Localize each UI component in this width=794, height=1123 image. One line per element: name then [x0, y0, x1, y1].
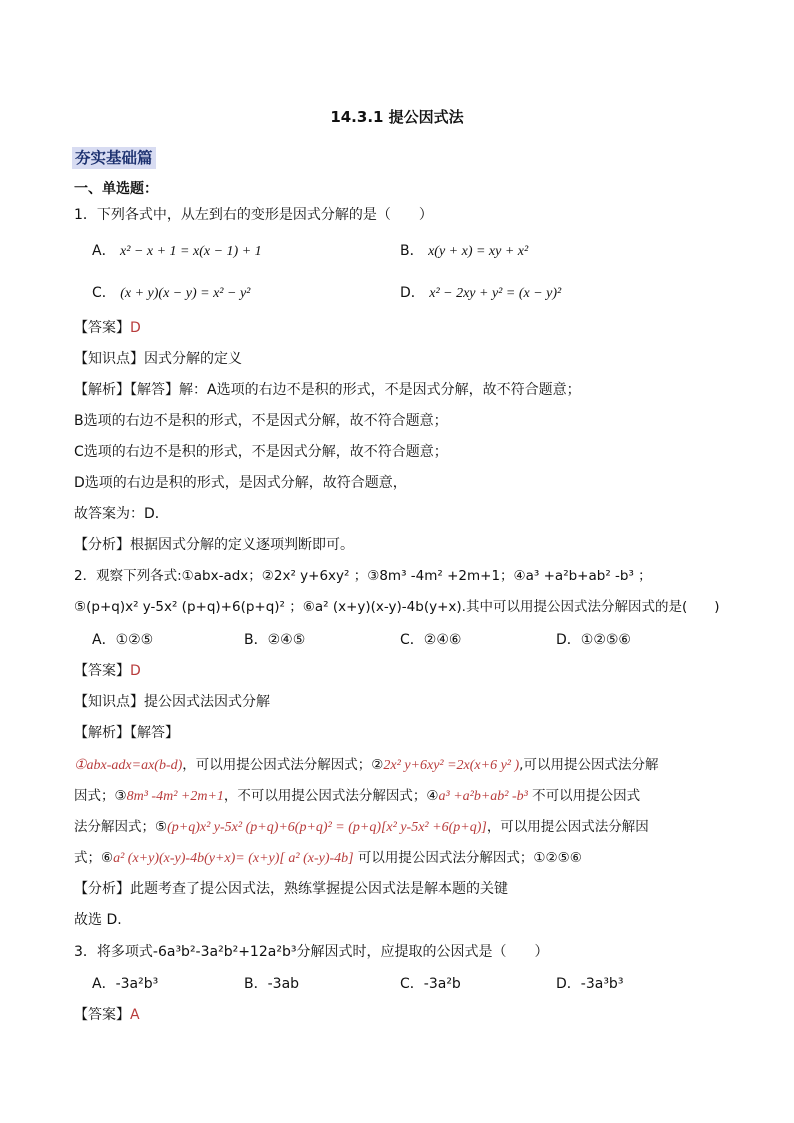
q1-analysis-line: [74, 380, 581, 400]
q1-analysis-line: D选项的右边是积的形式，是因式分解，故符合题意，: [74, 475, 407, 491]
solution-text: 不可以用提公因式: [527, 788, 641, 804]
q2-analysis-tag: 【解析】【解答】: [74, 725, 179, 741]
q2-solution-line: [74, 817, 649, 838]
analysis-tag: 【解析】【解答】: [74, 382, 179, 398]
q1-option-b-label: B．: [400, 243, 424, 259]
q1-option-c-label: C．: [92, 285, 116, 301]
q1-option-b: [400, 241, 528, 262]
q3-option-c: C．-3a²b: [400, 976, 461, 992]
summary-text: 此题考查了提公因式法，熟练掌握提公因式法是解本题的关键: [130, 881, 508, 897]
summary-tag: 【分析】: [74, 537, 130, 553]
q2-solution-line: [74, 848, 582, 869]
q1-knowledge-point: [74, 349, 242, 369]
knowledge-tag: 【知识点】: [74, 351, 144, 367]
q2-solution-line: [74, 755, 658, 776]
answer-value: A: [130, 1007, 140, 1023]
q1-stem: 1．下列各式中，从左到右的变形是因式分解的是（ ）: [74, 207, 433, 223]
q3-stem: 3．将多项式-6a³b²-3a²b²+12a²b³分解因式时，应提取的公因式是（ ）: [74, 944, 549, 960]
solution-text: ，可以用提公因式法分解因: [486, 819, 649, 835]
q2-solution-line: [74, 786, 640, 807]
q1-analysis-line: B选项的右边不是积的形式，不是因式分解，故不符合题意；: [74, 413, 448, 429]
q1-conclusion: 故答案为：D．: [74, 506, 169, 522]
solution-expr: 8m³ -4m² +2m+1: [126, 789, 224, 804]
q3-option-a: A．-3a²b³: [92, 976, 159, 992]
q1-option-d-expr: x² − 2xy + y² = (x − y)²: [429, 286, 562, 301]
q3-option-d: D．-3a³b³: [556, 976, 624, 992]
answer-tag: 【答案】: [74, 663, 130, 679]
solution-expr: 2x² y+6xy² =2x(x+6 y² ): [383, 758, 520, 773]
solution-text: 式；⑥: [74, 850, 114, 866]
q1-option-c: [92, 283, 250, 304]
solution-text: 法分解因式；⑤: [74, 819, 168, 835]
solution-text: 可以用提公因式法分解因式；①②⑤⑥: [353, 850, 582, 866]
q2-option-c: C．②④⑥: [400, 632, 462, 648]
q2-stem-line: ⑤(p+q)x² y-5x² (p+q)+6(p+q)² ；⑥a² (x+y)(x-y)-4b(y+x).其中可以用提公因式法分解因式的是( ): [74, 599, 720, 615]
summary-tag: 【分析】: [74, 881, 130, 897]
q3-option-b: B．-3ab: [244, 976, 300, 992]
solution-text: ，可以用提公因式法分解因式；②: [182, 757, 384, 773]
q2-knowledge-point: [74, 692, 270, 712]
q1-option-d: [400, 283, 561, 304]
page-title: 14.3.1 提公因式法: [330, 108, 464, 126]
q1-analysis-line: C选项的右边不是积的形式，不是因式分解，故不符合题意；: [74, 444, 448, 460]
knowledge-tag: 【知识点】: [74, 694, 144, 710]
knowledge-text: 因式分解的定义: [144, 351, 242, 367]
solution-expr: ①abx-adx=ax(b-d): [74, 758, 183, 773]
q1-option-d-label: D．: [400, 285, 425, 301]
answer-tag: 【答案】: [74, 320, 130, 336]
q3-answer: [74, 1005, 140, 1025]
q2-option-a: A．①②⑤: [92, 632, 154, 648]
q1-option-b-expr: x(y + x) = xy + x²: [428, 244, 529, 259]
section-heading: 夯实基础篇: [72, 147, 156, 169]
solution-text: ，不可以用提公因式法分解因式；④: [223, 788, 439, 804]
q1-summary: [74, 535, 354, 555]
q1-option-a-expr: x² − x + 1 = x(x − 1) + 1: [120, 244, 262, 259]
q1-answer: [74, 318, 141, 338]
q2-stem-line: 2．观察下列各式:①abx-adx；②2x² y+6xy² ；③8m³ -4m² +2m+1；④a³ +a²b+ab² -b³ ；: [74, 568, 652, 584]
solution-text: ,可以用提公因式法分解: [519, 757, 659, 773]
part-heading: 一、单选题：: [74, 181, 158, 197]
answer-tag: 【答案】: [74, 1007, 130, 1023]
q1-option-a-label: A．: [92, 243, 116, 259]
answer-value: D: [130, 320, 141, 336]
solution-expr: (p+q)x² y-5x² (p+q)+6(p+q)² = (p+q)[x² y-5x² +6(p+q)]: [167, 820, 487, 835]
knowledge-text: 提公因式法因式分解: [144, 694, 270, 710]
q2-summary: [74, 879, 508, 899]
answer-value: D: [130, 663, 141, 679]
q2-answer: [74, 661, 141, 681]
solution-expr: a³ +a²b+ab² -b³: [438, 789, 528, 804]
q2-conclusion: 故选 D.: [74, 912, 122, 928]
q2-option-d: D．①②⑤⑥: [556, 632, 631, 648]
q1-option-c-expr: (x + y)(x − y) = x² − y²: [120, 286, 251, 301]
solution-expr: a² (x+y)(x-y)-4b(y+x)= (x+y)[ a² (x-y)-4b]: [113, 851, 354, 866]
analysis-text: 解：A选项的右边不是积的形式，不是因式分解，故不符合题意；: [179, 382, 581, 398]
q2-option-b: B．②④⑤: [244, 632, 306, 648]
summary-text: 根据因式分解的定义逐项判断即可。: [130, 537, 354, 553]
q1-option-a: [92, 241, 262, 262]
solution-text: 因式；③: [74, 788, 127, 804]
